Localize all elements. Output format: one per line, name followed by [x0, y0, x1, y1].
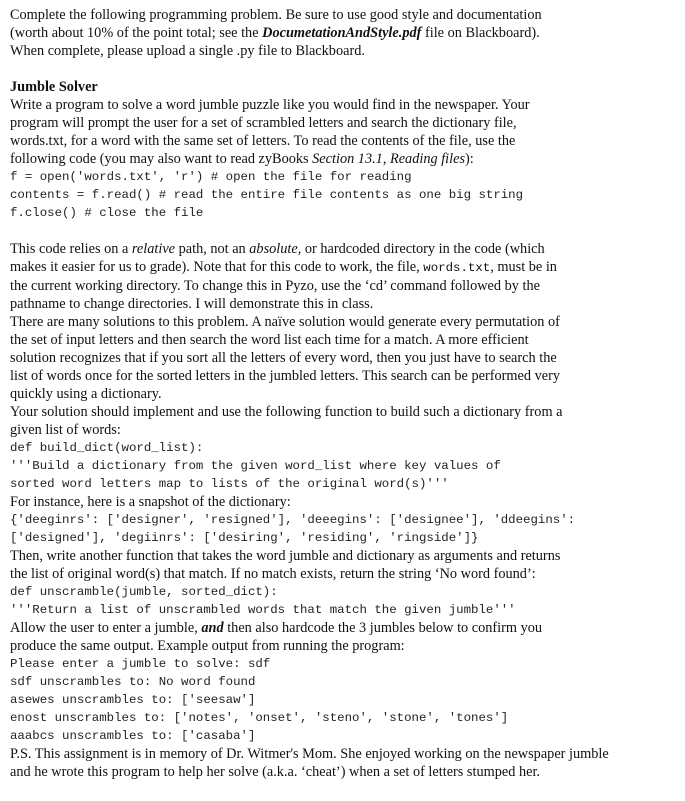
text-line: pathname to change directories. I will demonstrate this in class. [10, 296, 374, 312]
intro-paragraph [10, 6, 677, 60]
text-line: produce the same output. Example output from running the program: [10, 638, 405, 654]
code-line: contents = f.read() # read the entire file contents as one big string [10, 188, 524, 202]
code-line: def build_dict(word_list): [10, 441, 204, 455]
text-span: then also hardcode the 3 jumbles below to confirm you [223, 620, 543, 636]
text-span: path, not an [175, 241, 250, 257]
text-line: given list of words: [10, 422, 121, 438]
intro-text: (worth about 10% of the point total; see the [10, 25, 263, 41]
code-line: enost unscrambles to: ['notes', 'onset', 'steno', 'stone', 'tones'] [10, 711, 509, 725]
code-line: aaabcs unscrambles to: ['casaba'] [10, 729, 256, 743]
text-line: solution recognizes that if you sort all the letters of every word, then you just have to search the [10, 350, 557, 366]
text-line [10, 240, 677, 258]
text-line: the list of original word(s) that match. If no match exists, return the string ‘No word found’: [10, 566, 536, 582]
text-span: , or hardcoded directory in the code (which [297, 241, 545, 257]
text-line: Your solution should implement and use the following function to build such a dictionary from a [10, 404, 563, 420]
text-line: the current working directory. To change this in Pyzo, use the ‘cd’ command followed by the [10, 278, 540, 294]
text-line: P.S. This assignment is in memory of Dr. Witmer's Mom. She enjoyed working on the newspaper jumble [10, 746, 609, 762]
code-line: '''Build a dictionary from the given word_list where key values of [10, 459, 501, 473]
code-line: ['designed'], 'degiinrs': ['desiring', 'residing', 'ringside']} [10, 531, 479, 545]
text-line: the set of input letters and then search the word list each time for a match. A more efficient [10, 332, 529, 348]
emphasis: and [201, 620, 224, 636]
text-span: This code relies on a [10, 241, 132, 257]
text-span: Allow the user to enter a jumble, [10, 620, 202, 636]
memorial-paragraph [10, 745, 677, 781]
reading-reference: Section 13.1, Reading files [312, 151, 466, 167]
text-line: There are many solutions to this problem. A naïve solution would generate every permutation of [10, 314, 560, 330]
text-line [10, 619, 677, 637]
text-span: following code (you may also want to read zyBooks [10, 151, 313, 167]
description-paragraph [10, 96, 677, 168]
intro-line: Complete the following programming problem. Be sure to use good style and documentation [10, 7, 542, 23]
code-line: sorted word letters map to lists of the original word(s)''' [10, 477, 449, 491]
code-line: '''Return a list of unscrambled words that match the given jumble''' [10, 603, 516, 617]
emphasis: relative [131, 241, 176, 257]
inline-code: words.txt [423, 261, 491, 275]
example-output-code-block [10, 655, 677, 745]
code-line: {'deeginrs': ['designer', 'resigned'], 'deeegins': ['designee'], 'ddeegins': [10, 513, 576, 527]
build-dict-code-block [10, 439, 677, 493]
code-line: f.close() # close the file [10, 206, 204, 220]
intro-text: file on Blackboard). [421, 25, 540, 41]
intro-line [10, 24, 677, 42]
text-line [10, 150, 677, 168]
relative-path-paragraph [10, 240, 677, 313]
text-line: Then, write another function that takes the word jumble and dictionary as arguments and returns [10, 548, 561, 564]
emphasis: absolute [249, 241, 298, 257]
unscramble-paragraph [10, 547, 677, 583]
intro-line: When complete, please upload a single .py file to Blackboard. [10, 43, 365, 59]
build-dict-paragraph [10, 403, 677, 439]
file-read-code-block [10, 168, 677, 222]
text-line: and he wrote this program to help her solve (a.k.a. ‘cheat’) when a set of letters stumped her. [10, 764, 540, 780]
code-line: Please enter a jumble to solve: sdf [10, 657, 271, 671]
section-title: Jumble Solver [10, 79, 98, 95]
code-line: sdf unscrambles to: No word found [10, 675, 256, 689]
text-line: list of words once for the sorted letters in the jumbled letters. This search can be performed very [10, 368, 560, 384]
text-line: Write a program to solve a word jumble puzzle like you would find in the newspaper. Your [10, 97, 530, 113]
text-line: program will prompt the user for a set of scrambled letters and search the dictionary file, [10, 115, 517, 131]
text-span: , must be in [490, 259, 557, 275]
solutions-paragraph [10, 313, 677, 403]
unscramble-code-block [10, 583, 677, 619]
text-line: For instance, here is a snapshot of the dictionary: [10, 494, 291, 510]
text-line: words.txt, for a word with the same set of letters. To read the contents of the file, use the [10, 133, 516, 149]
text-span: makes it easier for us to grade). Note that for this code to work, the file, [10, 259, 424, 275]
text-line [10, 258, 677, 277]
user-input-paragraph [10, 619, 677, 655]
code-line: def unscramble(jumble, sorted_dict): [10, 585, 278, 599]
code-line: f = open('words.txt', 'r') # open the file for reading [10, 170, 412, 184]
text-span: ): [465, 151, 474, 167]
code-line: asewes unscrambles to: ['seesaw'] [10, 693, 256, 707]
text-line: quickly using a dictionary. [10, 386, 162, 402]
dictionary-snapshot-code-block [10, 511, 677, 547]
style-guide-filename: DocumetationAndStyle.pdf [262, 25, 422, 41]
